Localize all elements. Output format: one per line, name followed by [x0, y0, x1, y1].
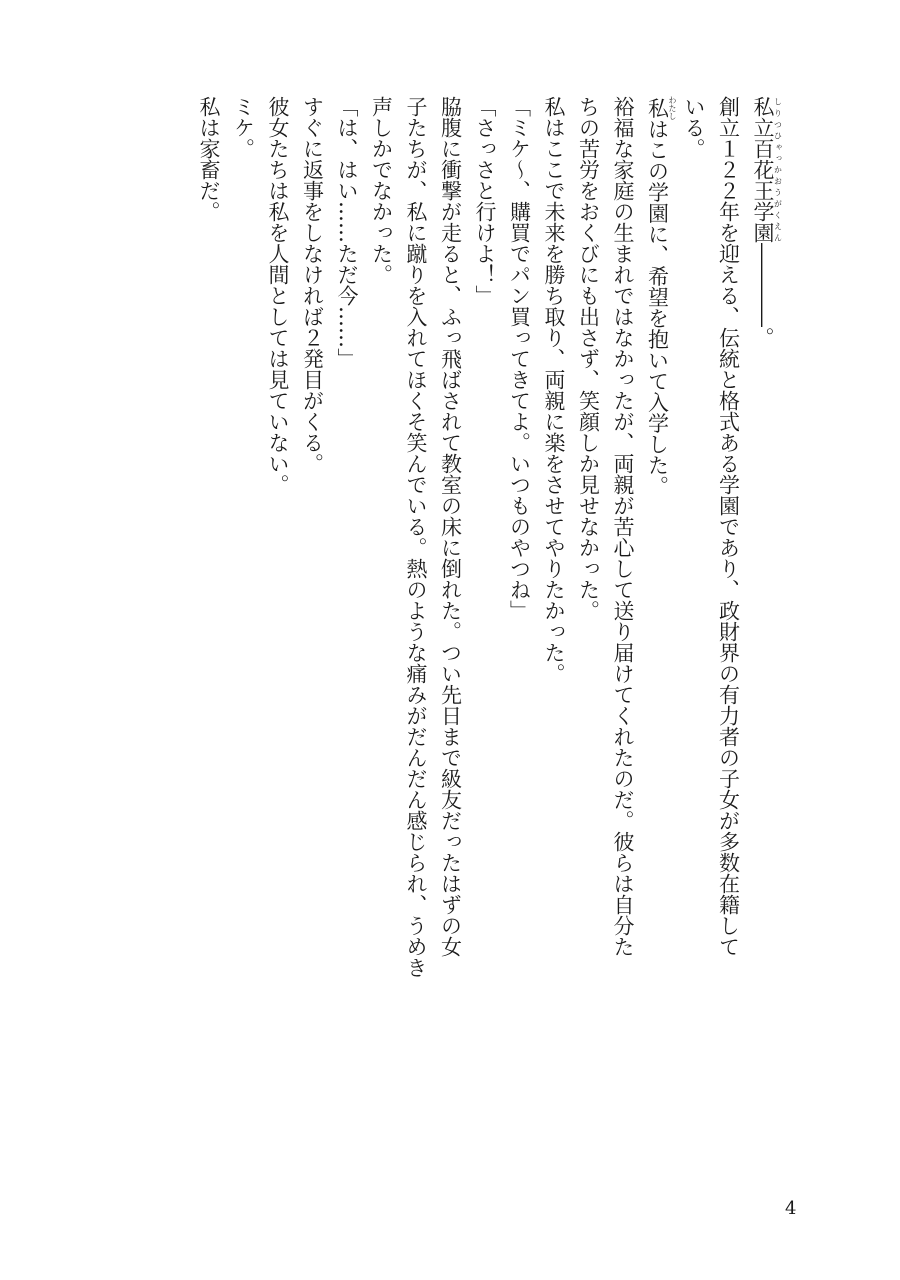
text-line-10: 脇腹に衝撃が走ると、ふっ飛ばされて教室の床に倒れた。つい先日まで級友だったはずの女	[438, 96, 463, 957]
text-line-14: すぐに返事をしなければ２発目がくる。	[300, 96, 325, 474]
text-line-8: 「ミケ～、購買でパン買ってきてよ。いつものやつね」	[507, 96, 532, 621]
vertical-text-body	[192, 96, 783, 1096]
text-line-3: いる。	[682, 96, 706, 159]
page-number: 4	[785, 1198, 797, 1219]
text-line-4: 私わたしはこの学園に、希望を抱いて入学した。	[645, 96, 677, 497]
text-line-2: 創立１２２年を迎える、伝統と格式ある学園であり、政財界の有力者の子女が多数在籍して	[716, 96, 741, 957]
text-line-1: 私立百花王学園しりつひゃっかおうがくえん――――。	[751, 96, 783, 348]
text-line-6: ちの苦労をおくびにも出さず、笑顔しか見せなかった。	[576, 96, 601, 621]
text-line-17: 私は家畜だ。	[197, 96, 221, 222]
text-line-16: ミケ。	[231, 96, 256, 159]
text-line-7: 私はここで未来を勝ち取り、両親に楽をさせてやりたかった。	[542, 96, 566, 684]
text-line-9: 「さっさと行けよ！」	[473, 96, 497, 306]
text-line-5: 裕福な家庭の生まれではなかったが、両親が苦心して送り届けてくれたのだ。彼らは自分た	[611, 96, 635, 957]
text-line-11: 子たちが、私に蹴りを入れてほくそ笑んでいる。熱のような痛みがだんだん感じられ、うめき	[404, 96, 428, 978]
ruby-watashi: 私わたし	[645, 96, 677, 120]
text-line-12: 声しかでなかった。	[369, 96, 394, 285]
text-line-13: 「は、はい……ただ今……」	[335, 96, 359, 369]
ruby-school-name: 私立百花王学園しりつひゃっかおうがくえん	[751, 96, 783, 243]
text-line-15: 彼女たちは私を人間としては見ていない。	[266, 96, 290, 495]
